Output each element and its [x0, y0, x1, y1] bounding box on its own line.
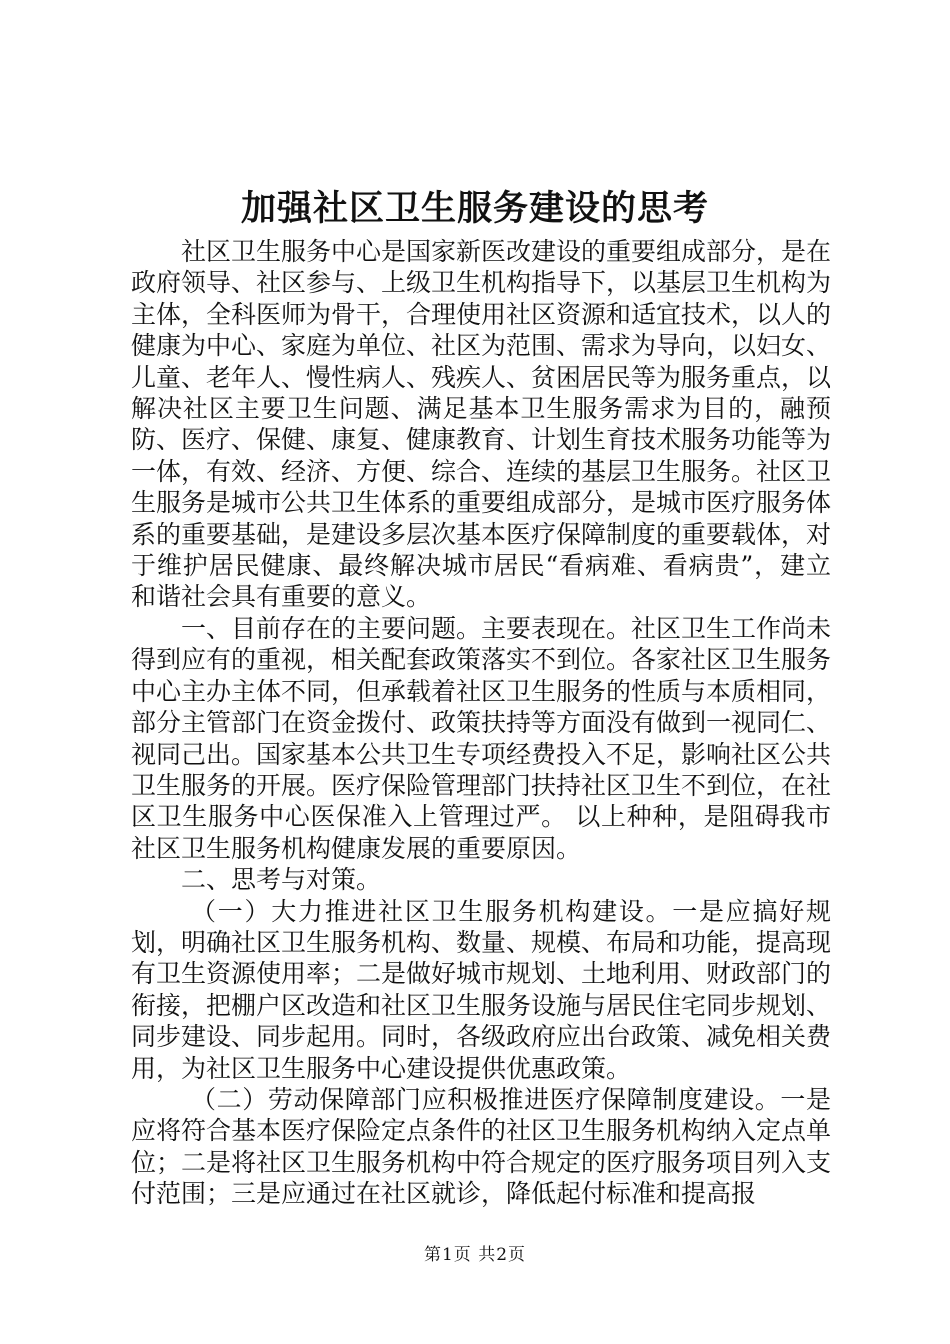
paragraph-countermeasure-1: （一）大力推进社区卫生服务机构建设。一是应搞好规划，明确社区卫生服务机构、数量、规模、布局和功能，提高现有卫生资源使用率；二是做好城市规划、土地利用、财政部门的衔接，把棚户区改造和社区卫生服务设施与居民住宅同步规划、同步建设、同步起用。同时，各级政府应出台政策、减免相关费用，为社区卫生服务中心建设提供优惠政策。 — [131, 896, 832, 1083]
paragraph-countermeasure-2: （二）劳动保障部门应积极推进医疗保障制度建设。一是应将符合基本医疗保险定点条件的社区卫生服务机构纳入定点单位；二是将社区卫生服务机构中符合规定的医疗服务项目列入支付范围；三是应通过在社区就诊，降低起付标准和提高报 — [131, 1084, 832, 1209]
document-body — [131, 236, 831, 1210]
paragraph-intro: 社区卫生服务中心是国家新医改建设的重要组成部分，是在政府领导、社区参与、上级卫生机构指导下，以基层卫生机构为主体，全科医师为骨干，合理使用社区资源和适宜技术，以人的健康为中心、家庭为单位、社区为范围、需求为导向，以妇女、儿童、老年人、慢性病人、残疾人、贫困居民等为服务重点，以解决社区主要卫生问题、满足基本卫生服务需求为目的，融预防、医疗、保健、康复、健康教育、计划生育技术服务功能等为一体，有效、经济、方便、综合、连续的基层卫生服务。社区卫生服务是城市公共卫生体系的重要组成部分，是城市医疗服务体系的重要基础，是建设多层次基本医疗保障制度的重要载体，对于维护居民健康、最终解决城市居民“看病难、看病贵”，建立和谐社会具有重要的意义。 — [131, 237, 832, 612]
page-footer: 第1页 共2页 — [423, 1245, 527, 1265]
paragraph-heading-countermeasures: 二、思考与对策。 — [181, 865, 382, 895]
paragraph-problems: 一、目前存在的主要问题。主要表现在。社区卫生工作尚未得到应有的重视，相关配套政策落实不到位。各家社区卫生服务中心主办主体不同，但承载着社区卫生服务的性质与本质相同，部分主管部门在资金拨付、政策扶持等方面没有做到一视同仁、视同己出。国家基本公共卫生专项经费投入不足，影响社区公共卫生服务的开展。医疗保险管理部门扶持社区卫生不到位，在社区卫生服务中心医保准入上管理过严。 以上种种，是阻碍我市社区卫生服务机构健康发展的重要原因。 — [131, 613, 832, 863]
document-title: 加强社区卫生服务建设的思考 — [240, 188, 709, 229]
